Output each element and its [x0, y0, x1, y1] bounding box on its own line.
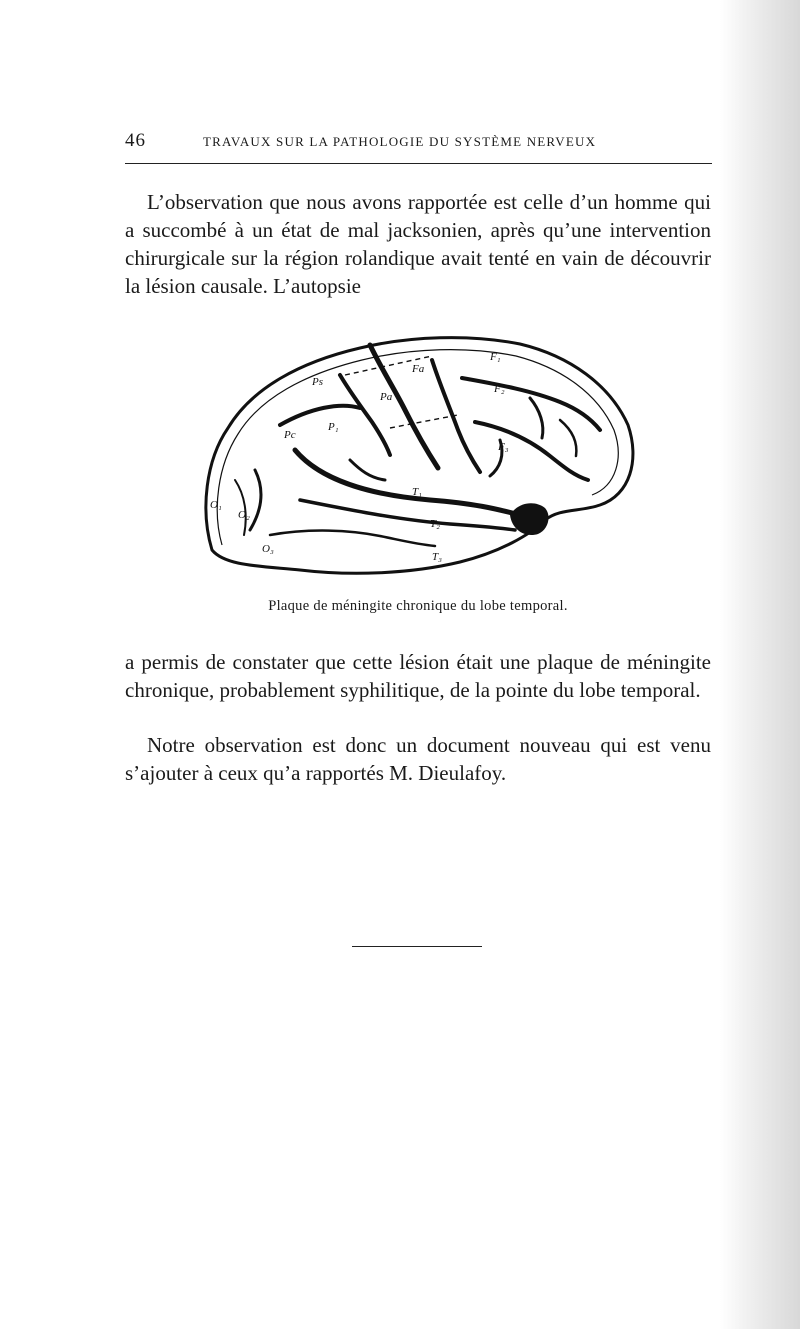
header-rule — [125, 163, 712, 164]
label-o3: O₃ — [262, 543, 274, 555]
page-header — [125, 130, 710, 154]
brain-illustration — [200, 330, 640, 585]
label-f3: F₃ — [498, 441, 509, 453]
label-o1: O₁ — [210, 499, 222, 511]
label-t1: T₁ — [412, 486, 422, 498]
label-t3: T₃ — [432, 551, 442, 563]
label-pc: Pc — [284, 429, 296, 441]
paragraph-2: a permis de constater que cette lésion était une plaque de méningite chronique, probablement syphilitique, de la pointe du lobe temporal. — [125, 650, 711, 702]
label-f1: F₁ — [490, 351, 501, 363]
label-pa: Pa — [380, 391, 393, 403]
paragraph-1: L’observation que nous avons rapportée est celle d’un homme qui a succombé à un état de mal jacksonien, après qu’une intervention chirurgicale sur la région rolandique avait tenté en vain de découvrir la lésion causale. L’autopsie — [125, 190, 711, 298]
label-t2: T₂ — [430, 518, 440, 530]
label-f2: F₂ — [494, 383, 505, 395]
label-ps: Ps — [312, 376, 323, 388]
running-head: TRAVAUX SUR LA PATHOLOGIE DU SYSTÈME NERVEUX — [203, 134, 597, 149]
label-o2: O₂ — [238, 509, 250, 521]
paragraph-3: Notre observation est donc un document nouveau qui est venu s’ajouter à ceux qu’a rapportés M. Dieulafoy. — [125, 733, 711, 785]
page-number: 46 — [125, 130, 146, 151]
page-edge-shadow — [720, 0, 800, 1329]
label-fa: Fa — [412, 363, 425, 375]
figure-caption: Plaque de méningite chronique du lobe temporal. — [268, 598, 568, 614]
label-p1: P₁ — [328, 421, 339, 433]
central-sulcus — [370, 345, 438, 468]
brain-figure — [200, 330, 640, 585]
end-rule — [352, 946, 482, 947]
